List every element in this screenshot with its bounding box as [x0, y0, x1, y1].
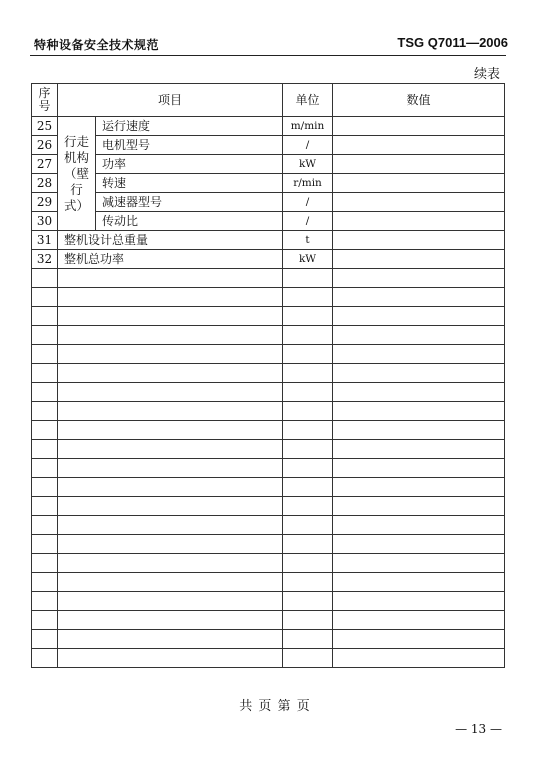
blank-row: [32, 364, 505, 383]
blank-value-cell[interactable]: [333, 459, 505, 478]
blank-unit-cell[interactable]: [283, 459, 333, 478]
blank-number-cell: [32, 573, 58, 592]
row-value-field[interactable]: [333, 250, 505, 269]
blank-unit-cell[interactable]: [283, 383, 333, 402]
blank-value-cell[interactable]: [333, 288, 505, 307]
blank-number-cell: [32, 554, 58, 573]
row-value-field[interactable]: [333, 174, 505, 193]
blank-item-cell[interactable]: [58, 288, 283, 307]
row-number: 25: [32, 117, 58, 136]
blank-unit-cell[interactable]: [283, 307, 333, 326]
blank-value-cell[interactable]: [333, 554, 505, 573]
blank-unit-cell[interactable]: [283, 516, 333, 535]
blank-number-cell: [32, 383, 58, 402]
header-rule: [30, 55, 506, 56]
blank-row: [32, 383, 505, 402]
blank-number-cell: [32, 516, 58, 535]
blank-unit-cell[interactable]: [283, 535, 333, 554]
blank-unit-cell[interactable]: [283, 269, 333, 288]
blank-number-cell: [32, 497, 58, 516]
row-item: 减速器型号: [96, 193, 283, 212]
blank-item-cell[interactable]: [58, 421, 283, 440]
row-item: 整机总功率: [58, 250, 283, 269]
blank-item-cell[interactable]: [58, 516, 283, 535]
blank-unit-cell[interactable]: [283, 421, 333, 440]
blank-number-cell: [32, 288, 58, 307]
blank-value-cell[interactable]: [333, 383, 505, 402]
blank-unit-cell[interactable]: [283, 326, 333, 345]
blank-row: [32, 459, 505, 478]
blank-unit-cell[interactable]: [283, 440, 333, 459]
blank-number-cell: [32, 535, 58, 554]
row-unit: /: [283, 136, 333, 155]
row-number: 31: [32, 231, 58, 250]
blank-value-cell[interactable]: [333, 630, 505, 649]
blank-item-cell[interactable]: [58, 630, 283, 649]
table-row: [32, 231, 505, 250]
blank-row: [32, 573, 505, 592]
spec-code: TSG Q7011—2006: [397, 35, 508, 50]
blank-row: [32, 649, 505, 668]
row-number: 27: [32, 155, 58, 174]
row-item: 电机型号: [96, 136, 283, 155]
row-unit: r/min: [283, 174, 333, 193]
blank-row: [32, 630, 505, 649]
blank-value-cell[interactable]: [333, 611, 505, 630]
blank-value-cell[interactable]: [333, 592, 505, 611]
blank-number-cell: [32, 611, 58, 630]
blank-unit-cell[interactable]: [283, 573, 333, 592]
blank-item-cell[interactable]: [58, 307, 283, 326]
row-unit: /: [283, 212, 333, 231]
blank-item-cell[interactable]: [58, 269, 283, 288]
row-unit: /: [283, 193, 333, 212]
row-unit: kW: [283, 155, 333, 174]
row-number: 30: [32, 212, 58, 231]
blank-unit-cell[interactable]: [283, 345, 333, 364]
blank-item-cell[interactable]: [58, 573, 283, 592]
blank-row: [32, 288, 505, 307]
blank-unit-cell[interactable]: [283, 611, 333, 630]
blank-number-cell: [32, 592, 58, 611]
header-seq-line1: 序: [38, 86, 51, 100]
blank-number-cell: [32, 421, 58, 440]
blank-number-cell: [32, 459, 58, 478]
blank-value-cell[interactable]: [333, 516, 505, 535]
blank-item-cell[interactable]: [58, 364, 283, 383]
blank-row: [32, 402, 505, 421]
blank-unit-cell[interactable]: [283, 554, 333, 573]
blank-value-cell[interactable]: [333, 497, 505, 516]
blank-row: [32, 440, 505, 459]
table-row: [32, 250, 505, 269]
blank-item-cell[interactable]: [58, 535, 283, 554]
blank-item-cell[interactable]: [58, 611, 283, 630]
blank-value-cell[interactable]: [333, 478, 505, 497]
group-label-line: （壁: [63, 165, 89, 181]
blank-row: [32, 478, 505, 497]
table-row: [32, 212, 505, 231]
blank-row: [32, 345, 505, 364]
blank-item-cell[interactable]: [58, 478, 283, 497]
blank-unit-cell[interactable]: [283, 649, 333, 668]
row-item: 运行速度: [96, 117, 283, 136]
blank-unit-cell[interactable]: [283, 592, 333, 611]
header-item: 项目: [58, 84, 283, 117]
blank-row: [32, 535, 505, 554]
row-value-field[interactable]: [333, 231, 505, 250]
blank-number-cell: [32, 649, 58, 668]
row-unit: m/min: [283, 117, 333, 136]
spec-title: 特种设备安全技术规范: [34, 38, 160, 52]
row-value-field[interactable]: [333, 155, 505, 174]
row-item: 功率: [96, 155, 283, 174]
blank-number-cell: [32, 364, 58, 383]
blank-unit-cell[interactable]: [283, 630, 333, 649]
row-value-field[interactable]: [333, 212, 505, 231]
blank-number-cell: [32, 345, 58, 364]
row-number: 29: [32, 193, 58, 212]
blank-value-cell[interactable]: [333, 649, 505, 668]
page-number: — 13 —: [455, 722, 502, 736]
blank-unit-cell[interactable]: [283, 402, 333, 421]
table-row: [32, 117, 505, 136]
row-item: 转速: [96, 174, 283, 193]
blank-value-cell[interactable]: [333, 345, 505, 364]
blank-item-cell[interactable]: [58, 383, 283, 402]
blank-unit-cell[interactable]: [283, 364, 333, 383]
header-seq: [32, 84, 58, 117]
header-unit: 单位: [283, 84, 333, 117]
parameter-table: [31, 83, 505, 668]
blank-row: [32, 497, 505, 516]
blank-value-cell[interactable]: [333, 440, 505, 459]
table-row: [32, 155, 505, 174]
page-count-line: 共 页 第 页: [239, 699, 311, 714]
row-unit: kW: [283, 250, 333, 269]
blank-item-cell[interactable]: [58, 649, 283, 668]
blank-row: [32, 611, 505, 630]
blank-value-cell[interactable]: [333, 307, 505, 326]
blank-item-cell[interactable]: [58, 592, 283, 611]
blank-number-cell: [32, 307, 58, 326]
blank-value-cell[interactable]: [333, 326, 505, 345]
blank-unit-cell[interactable]: [283, 478, 333, 497]
row-item: 整机设计总重量: [58, 231, 283, 250]
blank-value-cell[interactable]: [333, 269, 505, 288]
blank-item-cell[interactable]: [58, 326, 283, 345]
continued-label: 续表: [473, 67, 500, 82]
blank-item-cell[interactable]: [58, 440, 283, 459]
group-label-line: 式）: [63, 197, 89, 213]
table-header-row: [32, 84, 505, 117]
blank-row: [32, 269, 505, 288]
blank-item-cell[interactable]: [58, 554, 283, 573]
row-number: 26: [32, 136, 58, 155]
blank-item-cell[interactable]: [58, 402, 283, 421]
blank-value-cell[interactable]: [333, 402, 505, 421]
table-row: [32, 136, 505, 155]
group-label-travel-mechanism: [58, 117, 96, 231]
table-row: [32, 174, 505, 193]
group-label-line: 机构: [63, 149, 89, 165]
blank-number-cell: [32, 269, 58, 288]
header-value: 数值: [333, 84, 505, 117]
group-label-line: 行走: [63, 133, 89, 149]
row-item: 传动比: [96, 212, 283, 231]
blank-item-cell[interactable]: [58, 345, 283, 364]
row-value-field[interactable]: [333, 136, 505, 155]
row-value-field[interactable]: [333, 193, 505, 212]
blank-number-cell: [32, 402, 58, 421]
row-unit: t: [283, 231, 333, 250]
blank-number-cell: [32, 440, 58, 459]
row-number: 32: [32, 250, 58, 269]
blank-unit-cell[interactable]: [283, 288, 333, 307]
blank-row: [32, 307, 505, 326]
blank-number-cell: [32, 478, 58, 497]
blank-row: [32, 516, 505, 535]
blank-item-cell[interactable]: [58, 459, 283, 478]
blank-value-cell[interactable]: [333, 573, 505, 592]
blank-row: [32, 592, 505, 611]
table-row: [32, 193, 505, 212]
blank-row: [32, 421, 505, 440]
blank-row: [32, 326, 505, 345]
header-seq-line2: 号: [38, 99, 51, 113]
blank-number-cell: [32, 630, 58, 649]
blank-value-cell[interactable]: [333, 421, 505, 440]
row-number: 28: [32, 174, 58, 193]
row-value-field[interactable]: [333, 117, 505, 136]
group-label-line: 行: [70, 181, 83, 197]
blank-value-cell[interactable]: [333, 364, 505, 383]
blank-unit-cell[interactable]: [283, 497, 333, 516]
blank-number-cell: [32, 326, 58, 345]
blank-item-cell[interactable]: [58, 497, 283, 516]
blank-value-cell[interactable]: [333, 535, 505, 554]
blank-row: [32, 554, 505, 573]
